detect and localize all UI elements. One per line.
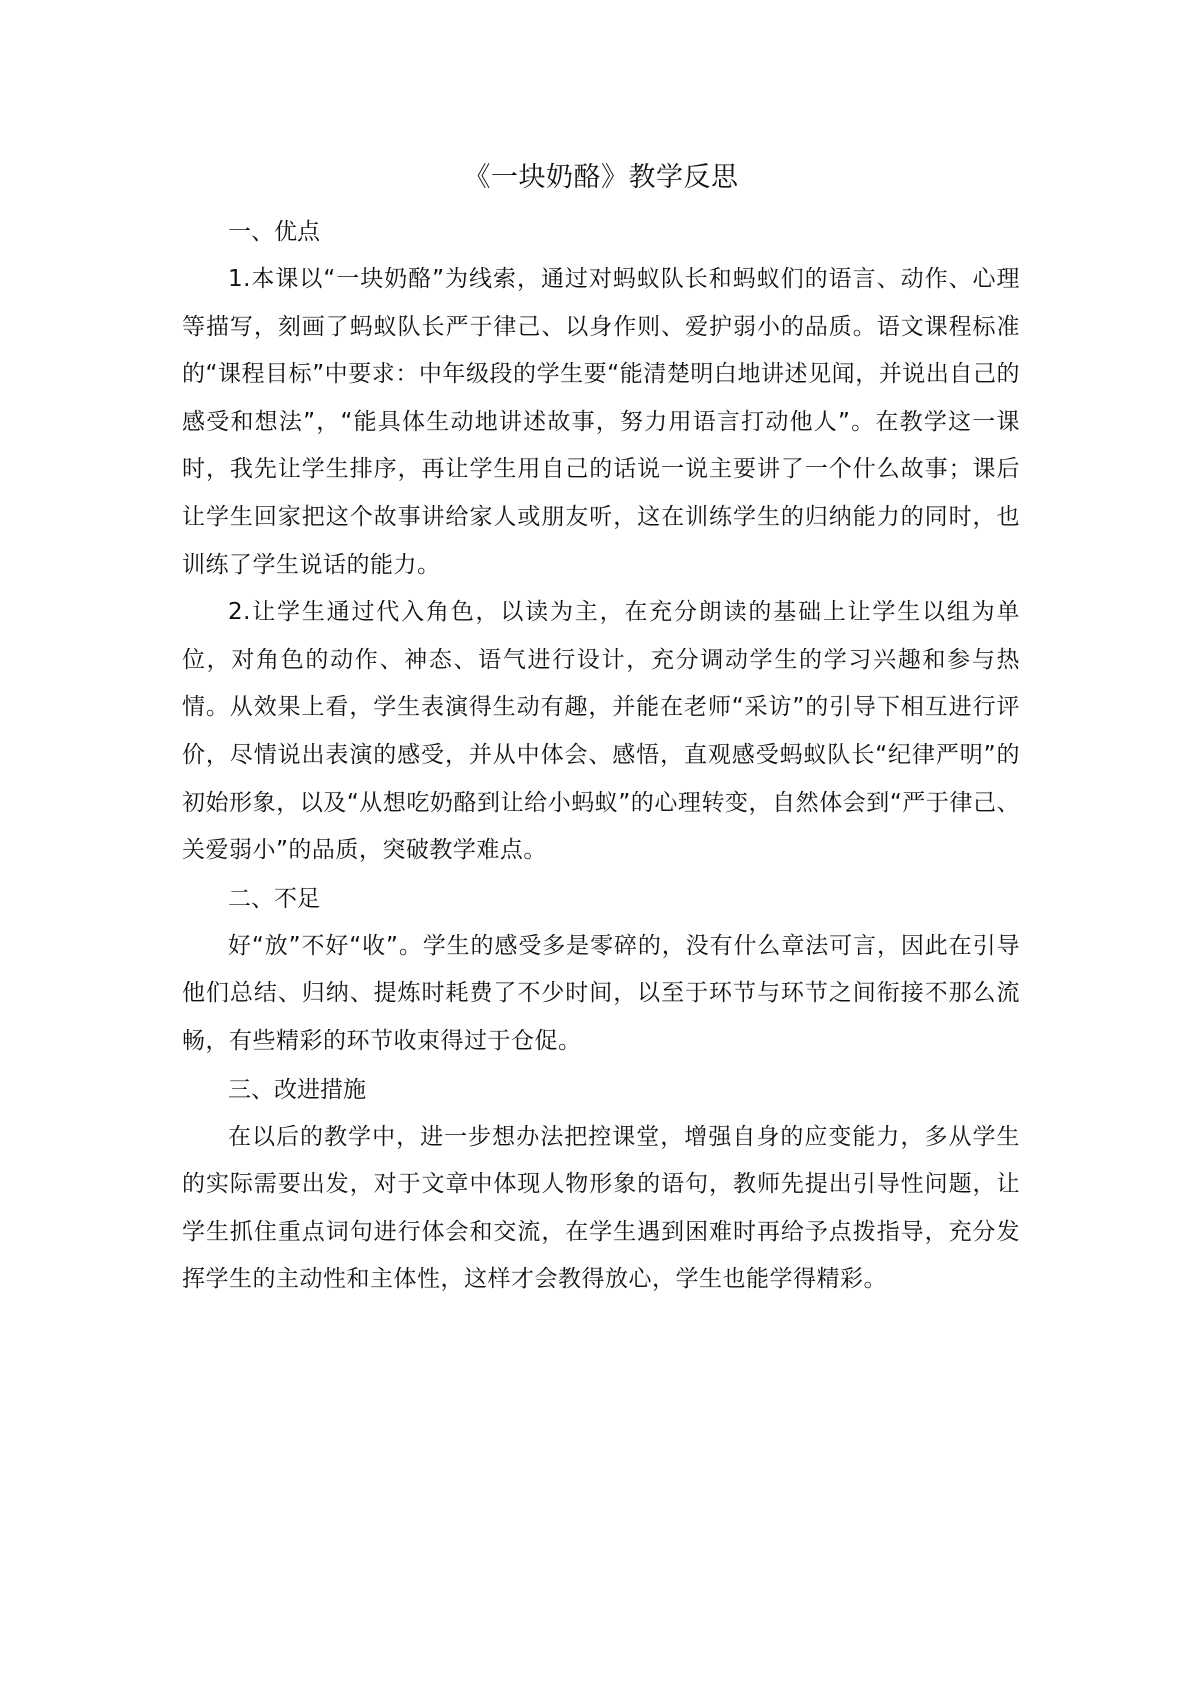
document-title: 《一块奶酪》教学反思: [463, 162, 739, 193]
section-heading-weaknesses: 二、不足: [228, 885, 320, 912]
strengths-paragraph-1: 1.本课以“一块奶酪”为线索，通过对蚂蚁队长和蚂蚁们的语言、动作、心理等描写，刻画了蚂蚁队长严于律己、以身作则、爱护弱小的品质。语文课程标准的“课程目标”中要求：中年级段的学生要“能清楚明白地讲述见闻，并说出自己的感受和想法”，“能具体生动地讲述故事，努力用语言打动他人”。在教学这一课时，我先让学生排序，再让学生用自己的话说一说主要讲了一个什么故事；课后让学生回家把这个故事讲给家人或朋友听，这在训练学生的归纳能力的同时，也训练了学生说话的能力。: [182, 266, 1020, 578]
section-heading-strengths: 一、优点: [228, 219, 320, 245]
document-body: [182, 154, 1020, 1304]
improvements-paragraph: 在以后的教学中，进一步想办法把控课堂，增强自身的应变能力，多从学生的实际需要出发，对于文章中体现人物形象的语句，教师先提出引导性问题，让学生抓住重点词句进行体会和交流，在学生遇到困难时再给予点拨指导，充分发挥学生的主动性和主体性，这样才会教得放心，学生也能学得精彩。: [182, 1123, 1020, 1293]
strengths-paragraph-2: 2.让学生通过代入角色，以读为主，在充分朗读的基础上让学生以组为单位，对角色的动作、神态、语气进行设计，充分调动学生的学习兴趣和参与热情。从效果上看，学生表演得生动有趣，并能在老师“采访”的引导下相互进行评价，尽情说出表演的感受，并从中体会、感悟，直观感受蚂蚁队长“纪律严明”的初始形象，以及“从想吃奶酪到让给小蚂蚁”的心理转变，自然体会到“严于律己、关爱弱小”的品质，突破教学难点。: [182, 599, 1020, 864]
weaknesses-paragraph: 好“放”不好“收”。学生的感受多是零碎的，没有什么章法可言，因此在引导他们总结、归纳、提炼时耗费了不少时间，以至于环节与环节之间衔接不那么流畅，有些精彩的环节收束得过于仓促。: [182, 932, 1020, 1054]
section-heading-improvements: 三、改进措施: [228, 1076, 366, 1103]
